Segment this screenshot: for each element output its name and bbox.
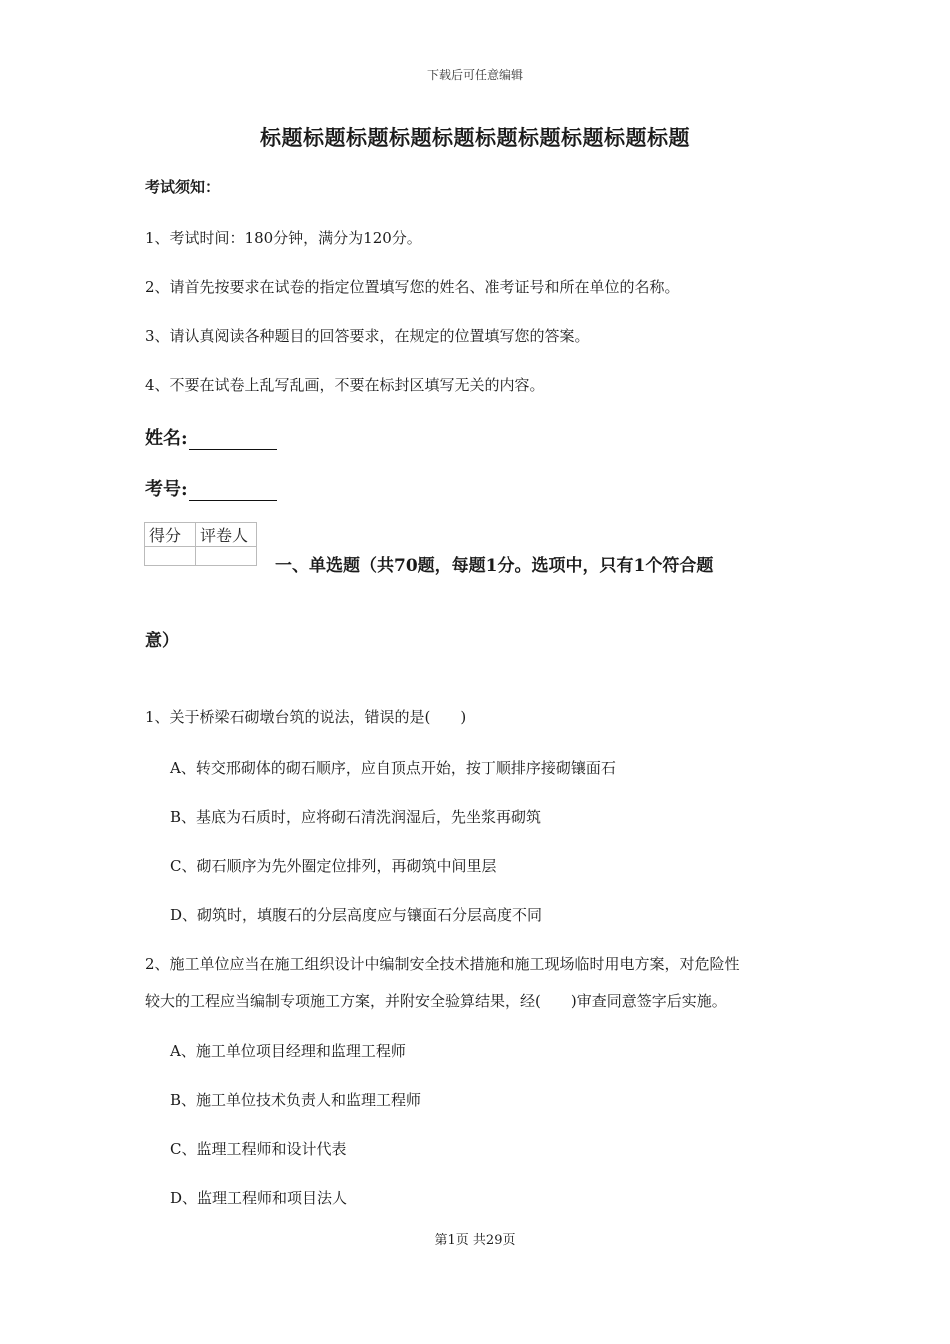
question-2-option-c: C、监理工程师和设计代表 [170, 1140, 347, 1158]
name-field [145, 424, 277, 450]
exam-id-blank-line[interactable] [189, 482, 277, 501]
question-2-option-a: A、施工单位项目经理和监理工程师 [170, 1042, 406, 1060]
score-cell[interactable] [145, 547, 196, 566]
question-1-option-b: B、基底为石质时，应将砌石清洗润湿后，先坐浆再砌筑 [170, 808, 542, 826]
notice-item: 1、考试时间：180分钟，满分为120分。 [145, 229, 422, 247]
name-blank-line[interactable] [189, 431, 277, 450]
question-1-option-a: A、转交邢砌体的砌石顺序，应自顶点开始，按丁顺排序接砌镶面石 [170, 759, 616, 777]
grader-cell[interactable] [196, 547, 257, 566]
score-table [144, 522, 257, 566]
notice-heading: 考试须知： [145, 178, 221, 196]
name-label: 姓名: [145, 428, 188, 449]
header-note: 下载后可任意编辑 [426, 68, 523, 82]
question-1-option-d: D、砌筑时，填腹石的分层高度应与镶面石分层高度不同 [170, 906, 543, 924]
question-2-option-b: B、施工单位技术负责人和监理工程师 [170, 1091, 422, 1109]
question-1: 1、关于桥梁石砌墩台筑的说法，错误的是( ) [145, 708, 467, 726]
exam-id-label: 考号: [145, 479, 188, 500]
question-2-continued: 较大的工程应当编制专项施工方案，并附安全验算结果，经( )审查同意签字后实施。 [145, 992, 727, 1010]
exam-id-field [145, 475, 277, 501]
notice-item: 4、不要在试卷上乱写乱画，不要在标封区填写无关的内容。 [145, 376, 545, 394]
notice-item: 2、请首先按要求在试卷的指定位置填写您的姓名、准考证号和所在单位的名称。 [145, 278, 680, 296]
document-title: 标题标题标题标题标题标题标题标题标题标题 [260, 125, 690, 150]
section-title: 一、单选题（共70题，每题1分。选项中，只有1个符合题 [275, 556, 714, 576]
section-title-continued: 意） [145, 631, 179, 651]
page-footer: 第1页 共29页 [434, 1233, 516, 1248]
question-1-option-c: C、砌石顺序为先外圈定位排列，再砌筑中间里层 [170, 857, 497, 875]
question-2-option-d: D、监理工程师和项目法人 [170, 1189, 348, 1207]
score-header: 得分 [145, 523, 196, 547]
grader-header: 评卷人 [196, 523, 257, 547]
question-2: 2、施工单位应当在施工组织设计中编制安全技术措施和施工现场临时用电方案，对危险性 [145, 955, 740, 973]
notice-item: 3、请认真阅读各种题目的回答要求，在规定的位置填写您的答案。 [145, 327, 590, 345]
